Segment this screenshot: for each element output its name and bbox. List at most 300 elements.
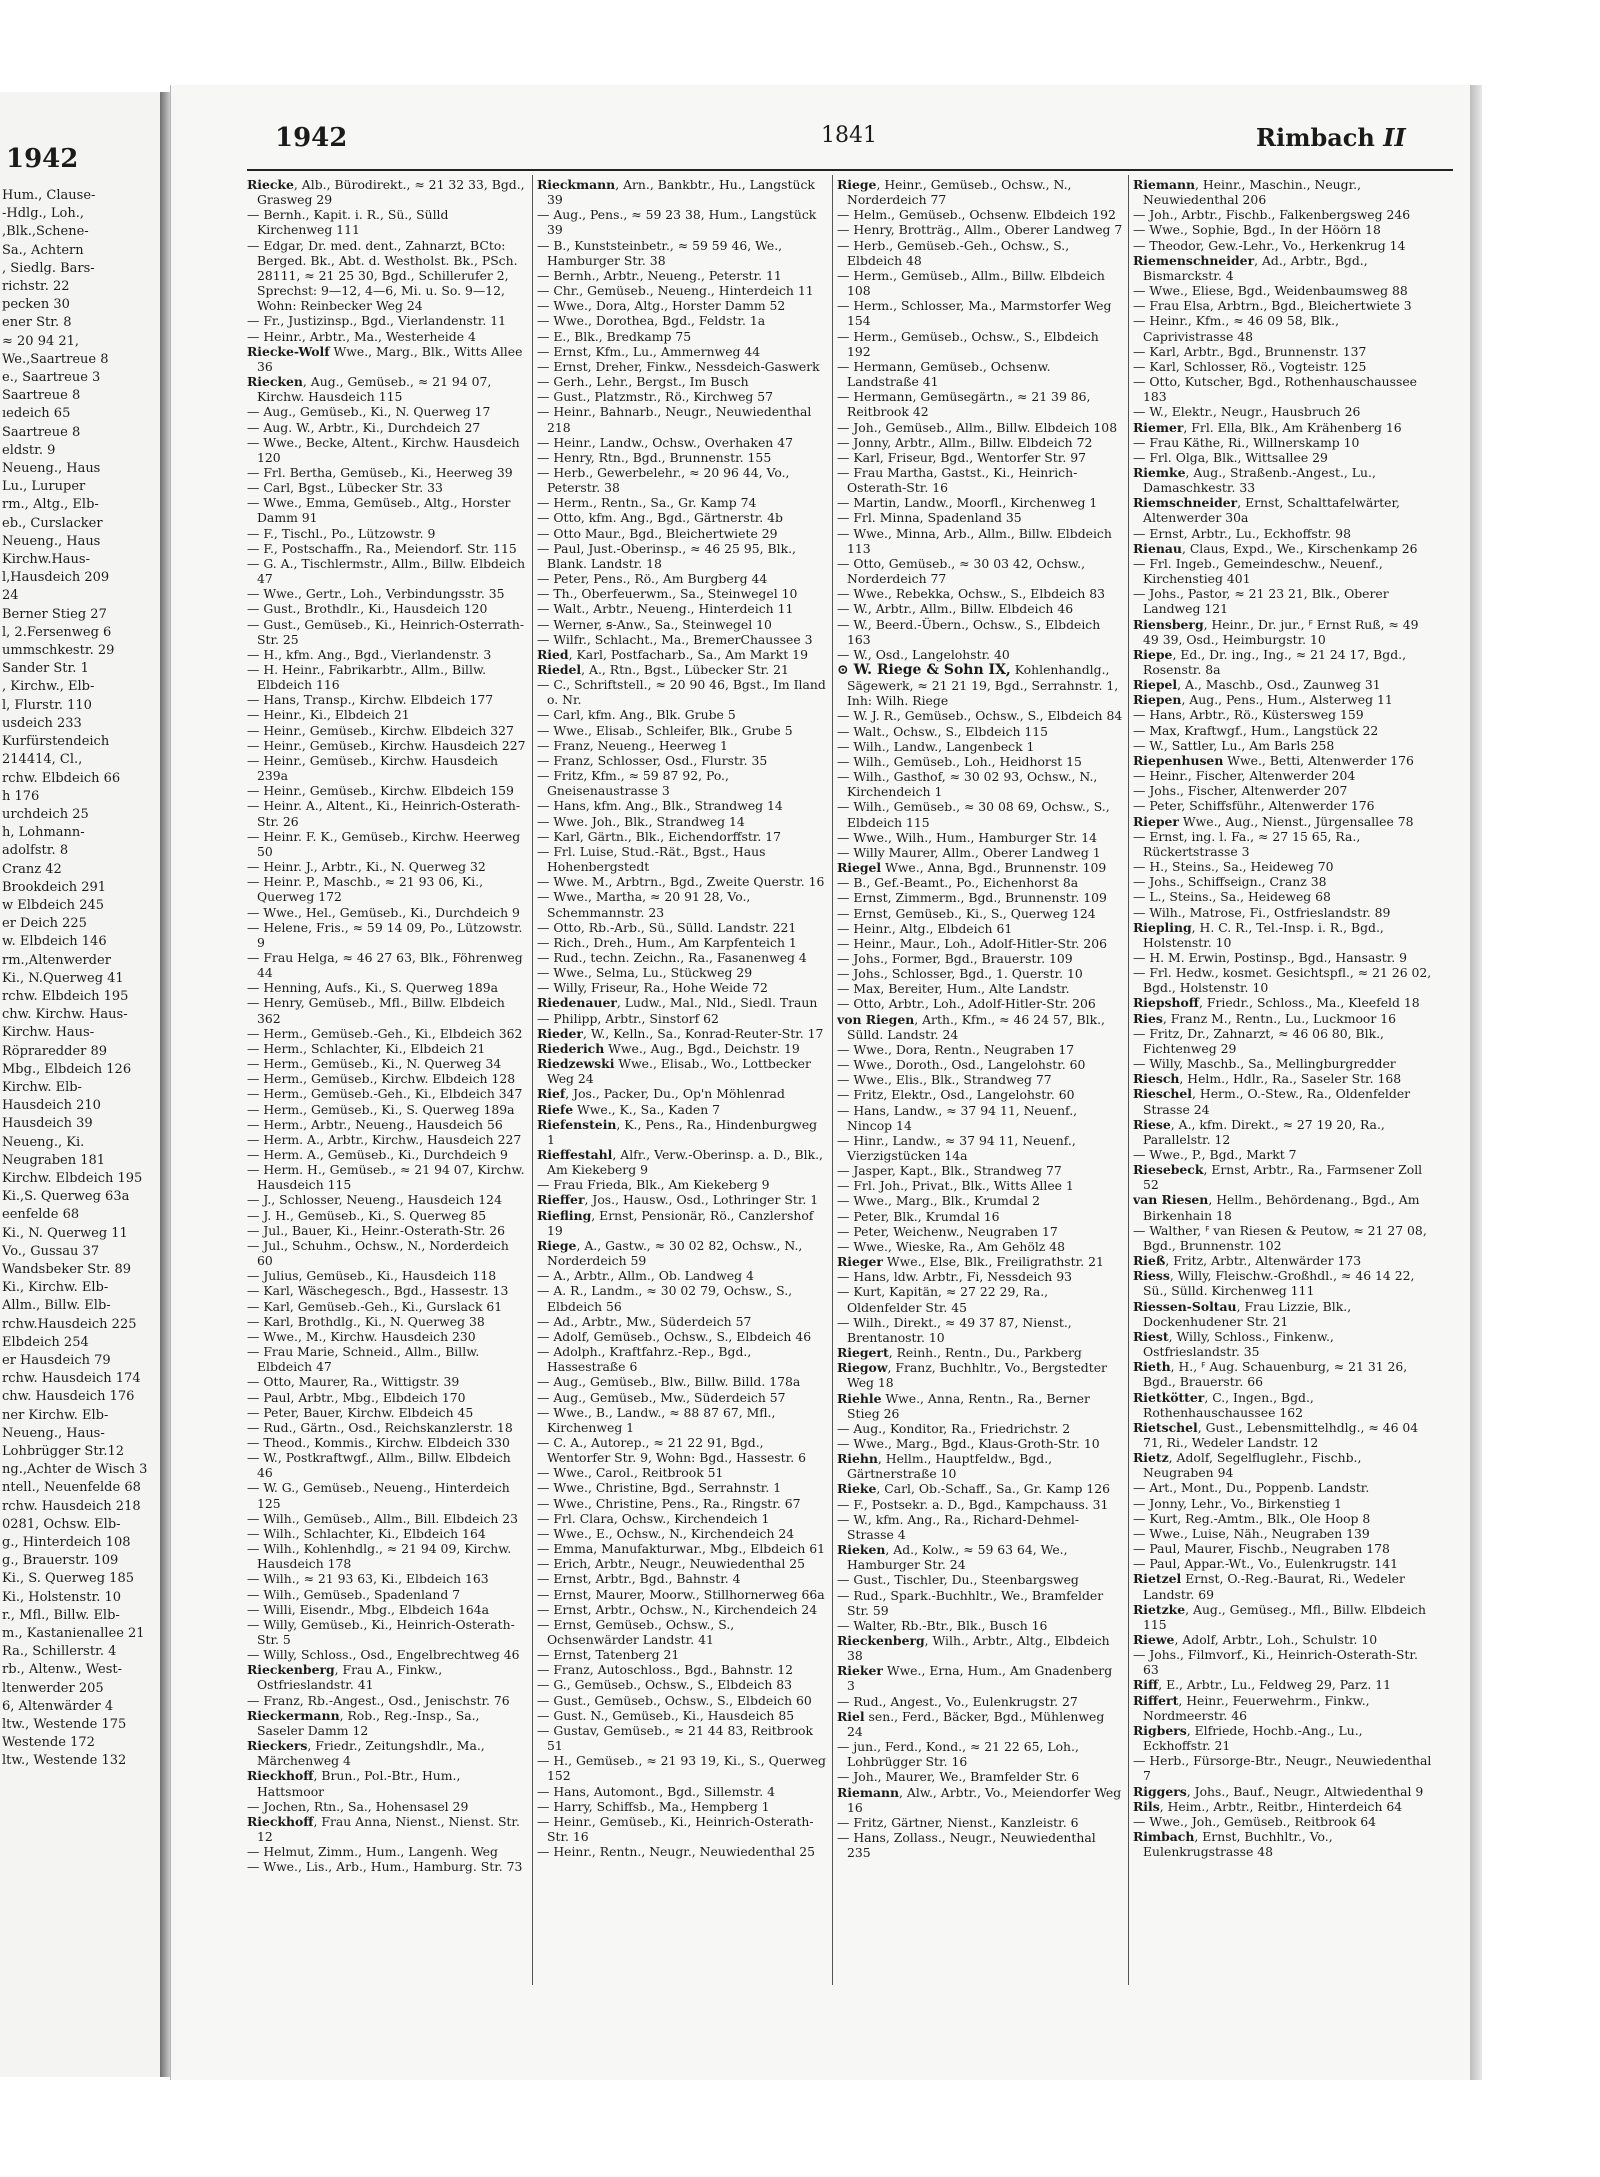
entry-details: — Johs., Former, Bgd., Brauerstr. 109 — [837, 950, 1073, 966]
entry-details: — Willy, Maschb., Sa., Mellingburgredder — [1133, 1056, 1396, 1072]
previous-page-line: ener Str. 8 — [2, 315, 72, 331]
entry-details: — Frl. Olga, Blk., Wittsallee 29 — [1133, 449, 1328, 465]
entry-details: , Adolf, Arbtr., Loh., Schulstr. 10 — [1174, 1632, 1378, 1647]
directory-entry — [1133, 1011, 1433, 1026]
entry-details: — Willy, Friseur, Ra., Hohe Weide 72 — [537, 980, 768, 996]
entry-surname: Riensberg — [1133, 616, 1204, 632]
entry-surname: Rils — [1133, 1798, 1160, 1814]
directory-entry — [1133, 435, 1433, 450]
entry-details: — Wwe., B., Landw., ≈ 88 87 67, Mfl., Kirchenweg 1 — [537, 1404, 776, 1435]
directory-entry — [247, 1602, 527, 1617]
directory-entry — [837, 1087, 1123, 1102]
directory-entry — [837, 1481, 1123, 1496]
entry-surname: Rieckhoff — [247, 1813, 314, 1829]
entry-details: — Wwe., Minna, Arb., Allm., Billw. Elbdeich 113 — [837, 525, 1112, 556]
directory-entry — [1133, 541, 1433, 556]
directory-entry — [247, 1238, 527, 1268]
directory-entry — [837, 981, 1123, 996]
directory-entry — [837, 207, 1123, 222]
previous-page-line: rb., Altenw., West- — [2, 1662, 123, 1678]
directory-entry — [247, 783, 527, 798]
directory-entry — [837, 906, 1123, 921]
entry-details: — Walt., Ochsw., S., Elbdeich 115 — [837, 723, 1049, 739]
directory-entry — [1133, 1117, 1433, 1147]
entry-details: — W., Beerd.-Übern., Ochsw., S., Elbdeich 163 — [837, 616, 1101, 647]
entry-surname: Riepen — [1133, 692, 1182, 708]
directory-entry — [1133, 1086, 1433, 1116]
entry-details: — Hans, kfm. Ang., Blk., Strandweg 14 — [537, 798, 783, 814]
entry-details: — Wwe., Christine, Pens., Ra., Ringstr. 67 — [537, 1495, 801, 1511]
directory-entry — [247, 480, 527, 495]
directory-entry — [1133, 889, 1433, 904]
entry-details: — Hans, ldw. Arbtr., Fi, Nessdeich 93 — [837, 1269, 1072, 1285]
entry-details: — Ernst, Arbtr., Ochsw., N., Kirchendeich 24 — [537, 1601, 818, 1617]
directory-entry — [537, 1556, 827, 1571]
entry-details: — Willy Maurer, Allm., Oberer Landweg 1 — [837, 844, 1101, 860]
entry-details: — W., Sattler, Lu., Am Barls 258 — [1133, 737, 1335, 753]
directory-entry — [247, 1693, 527, 1708]
entry-details: — Fritz, Dr., Zahnarzt, ≈ 46 06 80, Blk., Fichtenweg 29 — [1133, 1025, 1384, 1056]
directory-entry — [247, 1056, 527, 1071]
directory-entry — [1133, 1496, 1433, 1511]
entry-details: — Herm., Gemüseb., Ochsw., S., Elbdeich 192 — [837, 328, 1099, 359]
entry-surname: Rieschel — [1133, 1086, 1193, 1102]
directory-column-1 — [247, 177, 527, 1997]
directory-entry — [537, 844, 827, 874]
entry-details: — Wwe., Eliese, Bgd., Weidenbaumsweg 88 — [1133, 283, 1408, 299]
directory-entry — [1133, 222, 1433, 237]
entry-details: , Heinr., Gemüseb., Ochsw., N., Norderdeich 77 — [847, 177, 1072, 208]
entry-surname: Rietz — [1133, 1450, 1169, 1466]
directory-entry — [537, 1496, 827, 1511]
directory-entry — [837, 1512, 1123, 1542]
directory-entry — [837, 601, 1123, 616]
entry-details: — Wwe., Marg., Bgd., Klaus-Groth-Str. 10 — [837, 1435, 1100, 1451]
entry-surname: Riemschneider — [1133, 495, 1238, 511]
entry-details: — Wilh., Gemüseb., Loh., Heidhorst 15 — [837, 753, 1082, 769]
entry-details: — Gust., Platzmstr., Rö., Kirchweg 57 — [537, 389, 774, 405]
previous-page-line: Hausdeich 39 — [2, 1116, 93, 1132]
directory-entry — [537, 768, 827, 798]
directory-entry — [247, 207, 527, 237]
directory-entry — [1133, 283, 1433, 298]
directory-entry — [537, 662, 827, 677]
directory-entry — [1133, 1526, 1433, 1541]
entry-surname: Rieckermann — [247, 1707, 340, 1723]
entry-details: , H. C. R., Tel.-Insp. i. R., Bgd., Holstenstr. 10 — [1143, 919, 1384, 950]
entry-details: — W., kfm. Ang., Ra., Richard-Dehmel-Strasse 4 — [837, 1511, 1080, 1542]
entry-details: , Franz, Buchhltr., Vo., Bergstedter Weg 18 — [847, 1360, 1107, 1391]
entry-details: — Hans, Landw., ≈ 37 94 11, Neuenf., Nincop 14 — [837, 1102, 1078, 1133]
entry-surname: Rietschel — [1133, 1419, 1198, 1435]
previous-page-line: Vo., Gussau 37 — [2, 1243, 100, 1259]
directory-entry — [837, 860, 1123, 875]
entry-details: , Wilh., Arbtr., Altg., Elbdeich 38 — [847, 1633, 1110, 1664]
entry-surname: Riemenschneider — [1133, 252, 1255, 268]
entry-details: — Ernst, Arbtr., Lu., Eckhoffstr. 98 — [1133, 525, 1351, 541]
directory-entry — [247, 1814, 527, 1844]
directory-entry — [247, 1405, 527, 1420]
entry-details: , Heinr., Maschin., Neugr., Neuwiedenthal 206 — [1143, 177, 1362, 208]
entry-surname: Riehle — [837, 1390, 882, 1406]
previous-page-line: ltenwerder 205 — [2, 1680, 104, 1696]
entry-details: — Heinr., Gemüseb., Kirchw. Hausdeich 227 — [247, 737, 526, 753]
directory-entry — [1133, 420, 1433, 435]
entry-details: — Frl. Luise, Stud.-Rät., Bgst., Haus Hohenbergstedt — [537, 843, 766, 875]
entry-details: — Ernst, Gemüseb., Ki., S., Querweg 124 — [837, 905, 1096, 921]
entry-details: — Otto, Kutscher, Bgd., Rothenhauschaussee 183 — [1133, 374, 1417, 405]
entry-details: — Aug., Konditor, Ra., Friedrichstr. 2 — [837, 1420, 1071, 1436]
entry-details: — G., Gemüseb., Ochsw., S., Elbdeich 83 — [537, 1677, 793, 1693]
previous-page-line: Westende 172 — [2, 1735, 95, 1751]
entry-details: — Hans, Transp., Kirchw. Elbdeich 177 — [247, 692, 494, 708]
directory-entry — [537, 1208, 827, 1238]
entry-surname: Riepenhusen — [1133, 752, 1224, 768]
entry-details: — Johs., Pastor, ≈ 21 23 21, Blk., Oberer Landweg 121 — [1133, 586, 1389, 617]
entry-details: — Harry, Schiffsb., Ma., Hempberg 1 — [537, 1798, 770, 1814]
firm-name: ⊙ W. Riege & Sohn ⅠⅩ, — [837, 662, 1011, 678]
entry-details: — Wilh., Schlachter, Ki., Elbdeich 164 — [247, 1525, 486, 1541]
directory-entry — [537, 1283, 827, 1313]
directory-entry — [247, 1511, 527, 1526]
directory-entry — [1133, 238, 1433, 253]
entry-details: , Ludw., Mal., Nld., Siedl. Traun — [616, 995, 818, 1011]
entry-details: — Peter, Blk., Krumdal 16 — [837, 1208, 1000, 1224]
entry-details: — Johs., Schlosser, Bgd., 1. Querstr. 10 — [837, 966, 1083, 982]
directory-entry — [537, 510, 827, 525]
previous-page-line: Neueng., Haus- — [2, 1425, 105, 1441]
entry-surname: Ried — [537, 646, 569, 662]
directory-entry — [537, 374, 827, 389]
entry-details: — Wwe., Becke, Altent., Kirchw. Hausdeich 120 — [247, 434, 520, 465]
entry-details: — Heinr., Gemüseb., Kirchw. Elbdeich 327 — [247, 722, 514, 738]
page-year: 1942 — [275, 123, 348, 153]
entry-details: — Karl, Arbtr., Bgd., Brunnenstr. 137 — [1133, 343, 1367, 359]
previous-page-line: w. Elbdeich 146 — [2, 934, 107, 950]
directory-entry — [1133, 1450, 1433, 1480]
entry-surname: Rietkötter — [1133, 1389, 1205, 1405]
entry-details: — Heinr., Rentn., Neugr., Neuwiedenthal 25 — [537, 1844, 815, 1860]
directory-entry — [1133, 450, 1433, 465]
directory-entry — [837, 298, 1123, 328]
directory-entry — [1133, 859, 1433, 874]
entry-details: — B., Gef.-Beamt., Po., Eichenhorst 8a — [837, 875, 1079, 891]
directory-column-2 — [537, 177, 827, 1997]
entry-details: Wwe., Erna, Hum., Am Gnadenberg 3 — [847, 1663, 1113, 1694]
entry-details: — Gust., Brothdlr., Ki., Hausdeich 120 — [247, 601, 488, 617]
entry-details: — Wwe., M., Kirchw. Hausdeich 230 — [247, 1328, 476, 1344]
entry-details: — A., Arbtr., Allm., Ob. Landweg 4 — [537, 1268, 754, 1284]
entry-details: — Karl, Wäschegesch., Bgd., Hassestr. 13 — [247, 1283, 509, 1299]
entry-details: — Ernst, Zimmerm., Bgd., Brunnenstr. 109 — [837, 890, 1107, 906]
directory-entry — [247, 1526, 527, 1541]
entry-details: — Hinr., Landw., ≈ 37 94 11, Neuenf., Vierzigstücken 14a — [837, 1132, 1076, 1163]
entry-details: — Frau Elsa, Arbtrn., Bgd., Bleichertwiete 3 — [1133, 298, 1412, 314]
entry-details: — Wwe., Martha, ≈ 20 91 28, Vo., Schemmannstr. 23 — [537, 889, 751, 920]
entry-details: — W., Postkraftwgf., Allm., Billw. Elbdeich 46 — [247, 1450, 511, 1481]
entry-details: — Helm., Gemüseb., Ochsenw. Elbdeich 192 — [837, 207, 1116, 223]
entry-surname: Rieker — [837, 1663, 883, 1679]
previous-page-line: Saartreue 8 — [2, 424, 81, 440]
entry-details: , Aug., Gemüseb., ≈ 21 94 07, Kirchw. Hausdeich 115 — [257, 374, 492, 405]
entry-details: Wwe., Else, Blk., Freiligrathstr. 21 — [882, 1254, 1104, 1270]
directory-entry — [1133, 1359, 1433, 1389]
entry-details: — Helene, Fris., ≈ 59 14 09, Po., Lützowstr. 9 — [247, 919, 523, 950]
directory-entry — [247, 647, 527, 662]
directory-entry — [837, 1709, 1123, 1739]
directory-entry — [1133, 723, 1433, 738]
entry-details: — Kurt, Kapitän, ≈ 27 22 29, Ra., Oldenfelder Str. 45 — [837, 1284, 1049, 1315]
directory-entry — [837, 1057, 1123, 1072]
entry-details: — Aug., Pens., ≈ 59 23 38, Hum., Langstück 39 — [537, 207, 817, 238]
entry-details: — Johs., Fischer, Altenwerder 207 — [1133, 783, 1348, 799]
directory-entry — [537, 1708, 827, 1723]
entry-details: — Rud., Gärtn., Osd., Reichskanzlerstr. 18 — [247, 1419, 513, 1435]
entry-details: , Ernst, Pensionär, Rö., Canzlershof 19 — [547, 1207, 814, 1238]
entry-details: — E., Blk., Bredkamp 75 — [537, 328, 692, 344]
previous-page-line: Mbg., Elbdeich 126 — [2, 1061, 132, 1077]
directory-entry — [837, 1618, 1123, 1633]
previous-page-line: 214414, Cl., — [2, 752, 83, 768]
directory-entry — [247, 1617, 527, 1647]
entry-details: , C., Ingen., Bgd., Rothenhauschaussee 162 — [1143, 1389, 1314, 1420]
directory-entry — [537, 1329, 827, 1344]
entry-details: — Paul, Appar.-Wt., Vo., Eulenkrugstr. 141 — [1133, 1556, 1398, 1572]
directory-entry — [837, 1284, 1123, 1314]
entry-details: — Heinr., Arbtr., Ma., Westerheide 4 — [247, 328, 476, 344]
previous-page-line: eldstr. 9 — [2, 442, 56, 458]
entry-details: — C., Schriftstell., ≈ 20 90 46, Bgst., Im Iland o. Nr. — [537, 677, 826, 708]
directory-entry — [837, 1239, 1123, 1254]
directory-entry — [537, 541, 827, 571]
directory-entry — [537, 298, 827, 313]
directory-entry — [537, 1617, 827, 1647]
previous-page-line: rm.,Altenwerder — [2, 952, 111, 968]
entry-details: — Aug., Gemüseb., Mw., Süderdeich 57 — [537, 1389, 786, 1405]
directory-entry — [537, 1647, 827, 1662]
directory-entry — [837, 420, 1123, 435]
previous-page-line: Ki., Holstenstr. 10 — [2, 1589, 122, 1605]
entry-details: — Herm. A., Gemüseb., Ki., Durchdeich 9 — [247, 1147, 508, 1162]
directory-entry — [837, 1269, 1123, 1284]
entry-details: , Alb., Bürodirekt., ≈ 21 32 33, Bgd., Grasweg 29 — [257, 177, 525, 208]
previous-page-line: Kirchw. Elb- — [2, 1079, 82, 1095]
directory-entry — [537, 1526, 827, 1541]
entry-details: — Rich., Dreh., Hum., Am Karpfenteich 1 — [537, 934, 797, 950]
directory-entry — [537, 814, 827, 829]
previous-page-line: Saartreue 8 — [2, 388, 81, 404]
entry-surname: Rietzel — [1133, 1571, 1182, 1587]
directory-entry — [537, 238, 827, 268]
previous-page-year: 1942 — [6, 144, 79, 174]
directory-entry — [837, 435, 1123, 450]
page-running-head — [1256, 123, 1406, 152]
directory-entry — [537, 632, 827, 647]
entry-details: — Jochen, Rtn., Sa., Hohensasel 29 — [247, 1798, 469, 1814]
directory-entry — [1133, 495, 1433, 525]
directory-entry — [837, 1633, 1123, 1663]
entry-details: — Adolf, Gemüseb., Ochsw., S., Elbdeich 46 — [537, 1328, 812, 1344]
directory-entry — [247, 238, 527, 314]
entry-details: — H., Gemüseb., ≈ 21 93 19, Ki., S., Querweg 152 — [537, 1753, 826, 1784]
entry-surname: Riefenstein — [537, 1116, 617, 1132]
entry-details: — Wwe., Elisab., Schleifer, Blk., Grube 5 — [537, 722, 793, 738]
directory-entry — [537, 798, 827, 813]
entry-details: , Ernst, Arbtr., Ra., Farmsener Zoll 52 — [1143, 1162, 1423, 1193]
previous-page-line: Ki., S. Querweg 185 — [2, 1571, 134, 1587]
entry-surname: Riessen-Soltau — [1133, 1298, 1237, 1314]
entry-details: — Franz, Neueng., Heerweg 1 — [537, 737, 728, 753]
directory-entry — [837, 556, 1123, 586]
entry-surname: Rimbach — [1133, 1829, 1195, 1845]
entry-details: — Otto, Maurer, Ra., Wittigstr. 39 — [247, 1374, 460, 1390]
entry-surname: Rieger — [837, 1254, 883, 1270]
previous-page-line: ≈ 20 94 21, — [2, 333, 80, 349]
directory-entry — [247, 662, 527, 692]
entry-details: , Adolf, Segelfluglehr., Fischb., Neugraben 94 — [1143, 1450, 1362, 1481]
directory-entry — [1133, 1677, 1433, 1692]
previous-page-line: adolfstr. 8 — [2, 843, 69, 859]
directory-entry — [837, 359, 1123, 389]
entry-surname: Riesch — [1133, 1071, 1180, 1087]
entry-surname: Rieckenberg — [247, 1662, 335, 1678]
entry-surname: Riemann — [837, 1784, 900, 1800]
entry-details: , Ernst, Buchhltr., Vo., Eulenkrugstrasse 48 — [1143, 1829, 1333, 1860]
entry-details: — Th., Oberfeuerwm., Sa., Steinwegel 10 — [537, 586, 798, 602]
entry-surname: Rief — [537, 1086, 566, 1102]
previous-page-line: Neueng., Haus — [2, 533, 101, 549]
directory-entry — [1133, 207, 1433, 222]
directory-entry — [537, 1344, 827, 1374]
directory-entry — [537, 1117, 827, 1147]
previous-page-line: Brookdeich 291 — [2, 879, 107, 895]
directory-entry — [537, 1314, 827, 1329]
entry-details: — Willy, Gemüseb., Ki., Heinrich-Osterath-Str. 5 — [247, 1616, 515, 1647]
entry-details: , Jos., Hausw., Osd., Lothringer Str. 1 — [584, 1192, 819, 1208]
entry-details: , Friedr., Schloss., Ma., Kleefeld 18 — [1198, 995, 1420, 1011]
entry-surname: Riff — [1133, 1677, 1159, 1693]
entry-details: — Herb., Fürsorge-Btr., Neugr., Neuwiedenthal 7 — [1133, 1753, 1432, 1784]
entry-surname: Rieth — [1133, 1359, 1171, 1375]
entry-details: — Ernst, Dreher, Finkw., Nessdeich-Gaswerk — [537, 358, 820, 374]
directory-entry — [537, 1435, 827, 1465]
entry-details: — Heinr. A., Altent., Ki., Heinrich-Osterath-Str. 26 — [247, 798, 521, 829]
directory-entry — [537, 526, 827, 541]
entry-details: — Heinr., Ki., Elbdeich 21 — [247, 707, 410, 723]
entry-surname: Riege — [537, 1237, 577, 1253]
entry-details: , Frau Lizzie, Blk., Dockenhudener Str. 21 — [1143, 1298, 1352, 1329]
directory-entry — [247, 374, 527, 404]
entry-details: — J. H., Gemüseb., Ki., S. Querweg 85 — [247, 1207, 487, 1223]
directory-entry — [837, 739, 1123, 754]
entry-details: — F., Tischl., Po., Lützowstr. 9 — [247, 525, 436, 541]
previous-page-line: Kirchw. Elbdeich 195 — [2, 1170, 143, 1186]
entry-details: , K., Pens., Ra., Hindenburgweg 1 — [547, 1116, 818, 1147]
directory-entry — [247, 313, 527, 328]
directory-entry — [537, 1390, 827, 1405]
previous-page-line: Ra., Schillerstr. 4 — [2, 1644, 117, 1660]
directory-entry — [247, 1223, 527, 1238]
previous-page-line: usdeich 233 — [2, 715, 82, 731]
directory-entry — [837, 1315, 1123, 1345]
directory-entry — [537, 329, 827, 344]
entry-details: — Herb., Gewerbelehr., ≈ 20 96 44, Vo., Peterstr. 38 — [537, 464, 790, 496]
directory-entry — [247, 1329, 527, 1344]
directory-entry — [1133, 1647, 1433, 1677]
entry-details: — Heinr., Bahnarb., Neugr., Neuwiedenthal 218 — [537, 404, 812, 435]
entry-surname: Rieckers — [247, 1738, 308, 1754]
entry-surname: Rigbers — [1133, 1722, 1187, 1738]
entry-surname: Riecke — [247, 177, 294, 192]
entry-details: — Franz, Autoschloss., Bgd., Bahnstr. 12 — [537, 1662, 794, 1678]
entry-surname: Rieffer — [537, 1192, 585, 1208]
entry-details: — Heinr., Fischer, Altenwerder 204 — [1133, 768, 1356, 784]
directory-entry — [837, 1072, 1123, 1087]
directory-entry — [537, 268, 827, 283]
previous-page-lines — [0, 187, 150, 1771]
directory-entry — [537, 313, 827, 328]
directory-entry — [1133, 1268, 1433, 1298]
entry-details: , A., Rtn., Bgst., Lübecker Str. 21 — [581, 662, 789, 677]
entry-details: — Hermann, Gemüsegärtn., ≈ 21 39 86, Reitbrook 42 — [837, 389, 1091, 420]
entry-details: — Karl, Friseur, Bgd., Wentorfer Str. 97 — [837, 449, 1086, 465]
entry-details: , Friedr., Zeitungshdlr., Ma., Märchenweg 4 — [257, 1738, 485, 1769]
directory-entry — [837, 586, 1123, 601]
entry-details: — Wwe., P., Bgd., Markt 7 — [1133, 1147, 1297, 1162]
directory-entry — [247, 586, 527, 601]
directory-entry — [837, 1345, 1123, 1360]
directory-entry — [247, 723, 527, 738]
entry-details: — Fritz, Kfm., ≈ 59 87 92, Po., Gneisenaustrasse 3 — [537, 768, 729, 799]
entry-details: — Herm., Schlachter, Ki., Elbdeich 21 — [247, 1040, 486, 1056]
entry-details: — Otto, Gemüseb., ≈ 30 03 42, Ochsw., Norderdeich 77 — [837, 555, 1086, 587]
directory-entry — [537, 647, 827, 662]
directory-entry — [537, 965, 827, 980]
header-rule — [247, 169, 1453, 171]
entry-details: — Paul, Just.-Oberinsp., ≈ 46 25 95, Blk., Blank. Landstr. 18 — [537, 540, 796, 571]
directory-entry — [1133, 1480, 1433, 1495]
previous-page-line: urchdeich 25 — [2, 806, 89, 822]
directory-entry — [247, 1390, 527, 1405]
running-head-name: Rimbach — [1256, 123, 1375, 152]
directory-entry — [247, 1117, 527, 1132]
previous-page-line: ntell., Neuenfelde 68 — [2, 1480, 141, 1496]
previous-page-line: Kirchw.Haus- — [2, 552, 90, 568]
entry-details: , W., Kelln., Sa., Konrad-Reuter-Str. 17 — [582, 1025, 824, 1041]
directory-entry — [537, 1602, 827, 1617]
directory-entry — [837, 724, 1123, 739]
directory-entry — [837, 268, 1123, 298]
directory-entry — [1133, 526, 1433, 541]
directory-entry — [1133, 1299, 1433, 1329]
entry-details: — Joh., Gemüseb., Allm., Billw. Elbdeich 108 — [837, 419, 1118, 435]
entry-surname: Rieckenberg — [837, 1633, 925, 1648]
entry-details: — Max, Bereiter, Hum., Alte Landstr. — [837, 981, 1070, 997]
directory-entry — [247, 1283, 527, 1298]
directory-entry — [837, 966, 1123, 981]
previous-page-line: Hausdeich 210 — [2, 1098, 101, 1114]
entry-details: — Wwe., Marg., Blk., Krumdal 2 — [837, 1193, 1040, 1209]
directory-entry — [537, 465, 827, 495]
directory-entry — [1133, 950, 1433, 965]
directory-entry — [247, 1268, 527, 1283]
directory-entry — [837, 1133, 1123, 1163]
column-divider — [1128, 175, 1129, 1985]
entry-details: — Herm., Schlosser, Ma., Marmstorfer Weg 154 — [837, 298, 1112, 329]
directory-entry — [837, 617, 1123, 647]
previous-page-line: Ki., Kirchw. Elb- — [2, 1280, 109, 1296]
directory-entry — [837, 996, 1123, 1011]
